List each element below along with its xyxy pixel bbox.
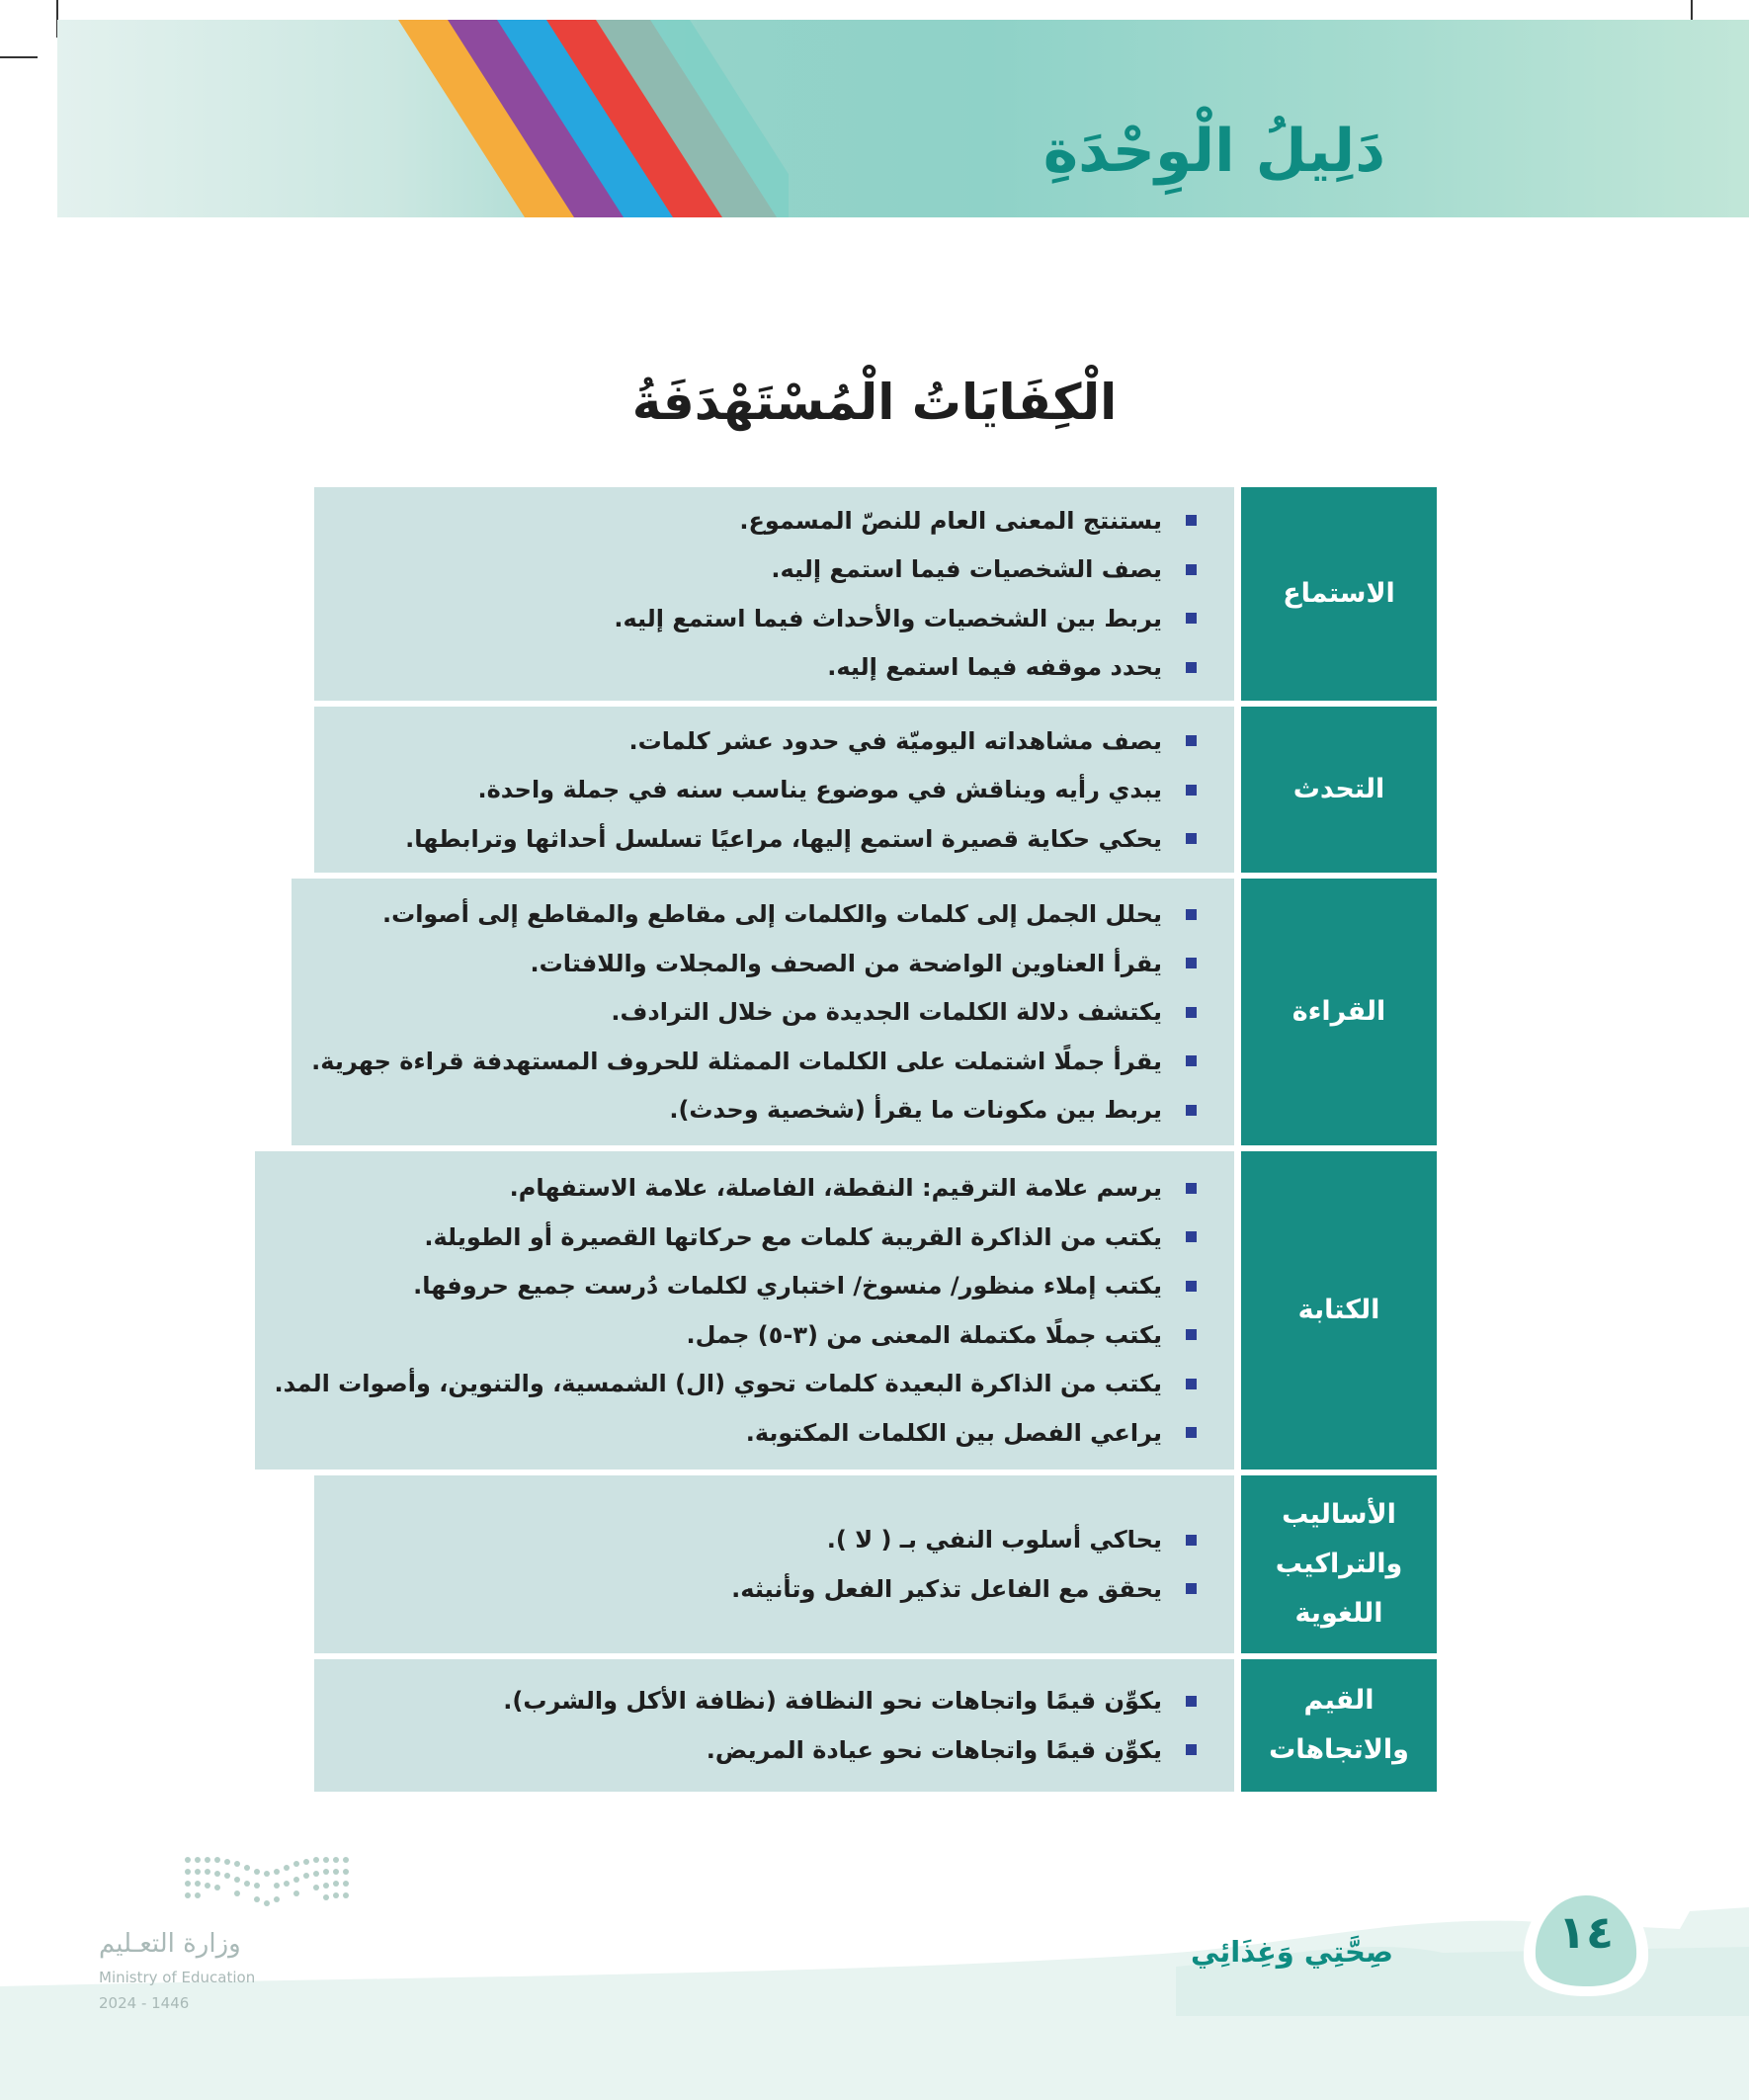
bullet-square-icon — [1186, 1535, 1197, 1546]
list-item: يكتب من الذاكرة البعيدة كلمات تحوي (ال) الشمسية، والتنوين، وأصوات المد. — [275, 1360, 1168, 1409]
bullet-square-icon — [1186, 564, 1197, 575]
skill-label: القراءة — [1241, 879, 1437, 1145]
page-number: ١٤ — [1557, 1905, 1615, 1959]
bullet-square-icon — [1186, 1379, 1197, 1389]
bullet-square-icon — [1186, 1281, 1197, 1292]
table-row — [311, 879, 1437, 1145]
list-item: يربط بين مكونات ما يقرأ (شخصية وحدث). — [311, 1085, 1167, 1134]
list-item: يرسم علامة الترقيم: النقطة، الفاصلة، علامة الاستفهام. — [275, 1164, 1168, 1214]
skill-label: الكتابة — [1241, 1151, 1437, 1470]
skill-label: الأساليب والتراكيب اللغوية — [1241, 1475, 1437, 1653]
list-item: يربط بين الشخصيات والأحداث فيما استمع إليه. — [334, 594, 1167, 643]
list-item: يكتب من الذاكرة القريبة كلمات مع حركاتها القصيرة أو الطويلة. — [275, 1213, 1168, 1262]
competencies-table — [274, 487, 1437, 1792]
bullet-square-icon — [1186, 785, 1197, 796]
table-row — [274, 1151, 1437, 1470]
list-item: يكتب إملاء منظور/ منسوخ/ اختباري لكلمات دُرست جميع حروفها. — [275, 1262, 1168, 1311]
footer-wave — [0, 1907, 1749, 2100]
bullet-square-icon — [1186, 909, 1197, 920]
bullet-square-icon — [1186, 1055, 1197, 1066]
ministry-name-ar: وزارة التعـليم — [99, 1929, 241, 1959]
bullet-square-icon — [1186, 1427, 1197, 1438]
list-item: يقرأ العناوين الواضحة من الصحف والمجلات واللافتات. — [311, 939, 1167, 988]
bullet-square-icon — [1186, 1696, 1197, 1707]
skill-items — [255, 1151, 1235, 1470]
skill-items — [314, 1659, 1234, 1792]
ministry-year: 2024 - 1446 — [99, 1994, 190, 2012]
ministry-logo-icon — [178, 1854, 356, 1913]
bullet-square-icon — [1186, 1583, 1197, 1594]
table-row — [314, 1475, 1437, 1653]
page-title: الْكِفَايَاتُ الْمُسْتَهْدَفَةُ — [631, 374, 1118, 431]
unit-guide-title: دَلِيلُ الْوِحْدَةِ — [1042, 117, 1385, 186]
list-item: يحاكي أسلوب النفي بـ ( لا ). — [334, 1516, 1167, 1565]
skill-label: القيم والاتجاهات — [1241, 1659, 1437, 1792]
list-item: يصف الشخصيات فيما استمع إليه. — [334, 546, 1167, 595]
list-item: يكتب جملًا مكتملة المعنى من (٣-٥) جمل. — [275, 1310, 1168, 1360]
table-row — [314, 707, 1437, 873]
table-row — [314, 487, 1437, 701]
skill-items — [292, 879, 1234, 1145]
unit-name: صِحَّتِي وَغِذَائِي — [1191, 1935, 1393, 1969]
list-item: يحقق مع الفاعل تذكير الفعل وتأنيثه. — [334, 1564, 1167, 1614]
skill-label: الاستماع — [1241, 487, 1437, 701]
list-item: يكتشف دلالة الكلمات الجديدة من خلال الترادف. — [311, 987, 1167, 1037]
list-item: يكوِّن قيمًا واتجاهات نحو النظافة (نظافة الأكل والشرب). — [334, 1677, 1167, 1726]
bullet-square-icon — [1186, 1007, 1197, 1018]
bullet-square-icon — [1186, 833, 1197, 844]
list-item: يبدي رأيه ويناقش في موضوع يناسب سنه في جملة واحدة. — [334, 765, 1167, 814]
list-item: يستنتج المعنى العام للنصّ المسموع. — [334, 496, 1167, 546]
list-item: يكوِّن قيمًا واتجاهات نحو عيادة المريض. — [334, 1725, 1167, 1775]
bullet-square-icon — [1186, 1329, 1197, 1340]
bullet-square-icon — [1186, 735, 1197, 746]
bullet-square-icon — [1186, 1183, 1197, 1194]
crop-mark — [0, 56, 38, 58]
list-item: يحكي حكاية قصيرة استمع إليها، مراعيًا تسلسل أحداثها وترابطها. — [334, 814, 1167, 864]
bullet-square-icon — [1186, 1105, 1197, 1116]
list-item: يصف مشاهداته اليوميّة في حدود عشر كلمات. — [334, 716, 1167, 766]
ministry-name-en: Ministry of Education — [99, 1969, 256, 1986]
bullet-square-icon — [1186, 958, 1197, 968]
skill-label: التحدث — [1241, 707, 1437, 873]
bullet-square-icon — [1186, 613, 1197, 624]
list-item: يقرأ جملًا اشتملت على الكلمات الممثلة للحروف المستهدفة قراءة جهرية. — [311, 1037, 1167, 1086]
bullet-square-icon — [1186, 515, 1197, 526]
list-item: يحدد موقفه فيما استمع إليه. — [334, 643, 1167, 693]
list-item: يراعي الفصل بين الكلمات المكتوبة. — [275, 1408, 1168, 1458]
table-row — [314, 1659, 1437, 1792]
skill-items — [314, 487, 1234, 701]
bullet-square-icon — [1186, 1744, 1197, 1755]
skill-items — [314, 1475, 1234, 1653]
header-stripes — [57, 20, 789, 217]
bullet-square-icon — [1186, 1231, 1197, 1242]
bullet-square-icon — [1186, 662, 1197, 673]
list-item: يحلل الجمل إلى كلمات والكلمات إلى مقاطع والمقاطع إلى أصوات. — [311, 889, 1167, 939]
skill-items — [314, 707, 1234, 873]
